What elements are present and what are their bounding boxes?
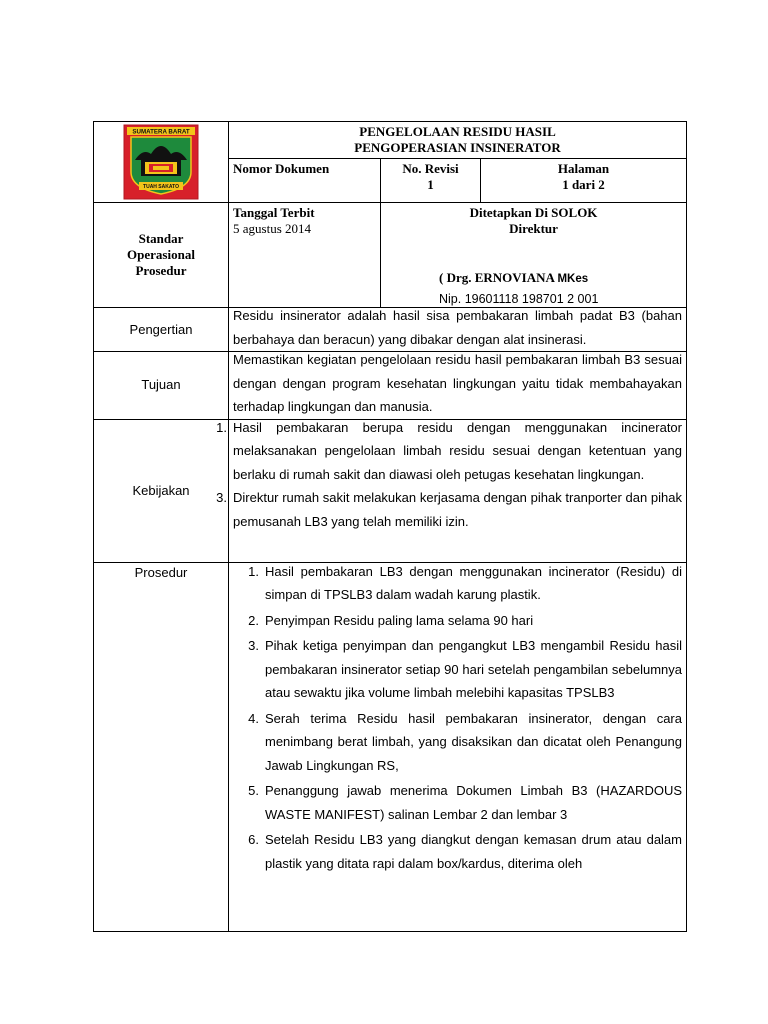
- sop-name-cell: [94, 203, 229, 308]
- emblem-banner-text: SUMATERA BARAT: [132, 128, 190, 136]
- page-cell: [481, 158, 687, 202]
- prosedur-item-text: Hasil pembakaran LB3 dengan menggunakan incinerator (Residu) di simpan di TPSLB3 dalam wadah karung plastik.: [265, 563, 682, 602]
- established-cell: [381, 203, 687, 308]
- director-label: Direktur: [509, 221, 558, 236]
- prosedur-item-text: Penyimpan Residu paling lama selama 90 hari: [265, 612, 534, 628]
- revision-label: No. Revisi: [402, 160, 459, 176]
- pengertian-text: Residu insinerator adalah hasil sisa pembakaran limbah padat B3 (bahan berbahaya dan beracun) yang dibakar dengan alat insinerasi.: [233, 308, 682, 347]
- section-body-tujuan: [229, 352, 687, 420]
- prosedur-item-text: Setelah Residu LB3 yang diangkut dengan kemasan drum atau dalam plastik yang ditata rapi dalam box/kardus, diterima oleh: [265, 832, 682, 871]
- prosedur-item-number: 3.: [248, 638, 259, 653]
- document-title: [229, 122, 687, 159]
- signatory-line: [385, 270, 682, 287]
- section-label-tujuan: Tujuan: [94, 352, 229, 420]
- sop-line-1: Standar: [138, 231, 184, 246]
- signatory-nip: Nip. 19601118 198701 2 001: [439, 292, 599, 306]
- section-body-kebijakan: [216, 419, 687, 562]
- section-label-kebijakan: Kebijakan: [94, 419, 229, 562]
- sop-table: [93, 121, 687, 932]
- doc-number-label: Nomor Dokumen: [233, 160, 330, 176]
- issue-date-cell: [229, 203, 381, 308]
- prosedur-item-number: 1.: [248, 563, 259, 579]
- prosedur-item-number: 4.: [248, 710, 259, 726]
- prosedur-item: [229, 609, 682, 633]
- kebijakan-item-number: 1.: [216, 419, 227, 435]
- issue-date-value: 5 agustus 2014: [233, 221, 311, 236]
- kebijakan-item: [216, 416, 682, 487]
- prosedur-item: [229, 707, 682, 778]
- sop-document: [93, 121, 686, 932]
- revision-cell: [381, 158, 481, 202]
- page-label: Halaman: [557, 160, 610, 176]
- signatory-title: MKes: [557, 273, 589, 285]
- prosedur-item: [229, 562, 682, 607]
- issue-date-label: Tanggal Terbit: [233, 205, 315, 220]
- prosedur-item-number: 6.: [248, 832, 259, 847]
- section-label-pengertian: Pengertian: [94, 308, 229, 352]
- page-value: 1 dari 2: [562, 176, 605, 192]
- kebijakan-item-text: Direktur rumah sakit melakukan kerjasama dengan pihak tranporter dan pihak pemusanah LB3 yang telah memiliki izin.: [233, 490, 682, 529]
- emblem-ribbon-text: TUAH SAKATO: [143, 184, 179, 191]
- section-body-pengertian: [229, 308, 687, 352]
- section-label-prosedur: Prosedur: [94, 562, 229, 931]
- prosedur-item-text: Penanggung jawab menerima Dokumen Limbah B3 (HAZARDOUS WASTE MANIFEST) salinan Lembar 2 dan lembar 3: [265, 783, 682, 822]
- established-label: Ditetapkan Di SOLOK: [469, 205, 598, 220]
- prosedur-item-number: 5.: [248, 783, 259, 798]
- section-body-prosedur: [229, 562, 687, 931]
- sop-line-2: Operasional: [127, 247, 195, 262]
- signatory-name: ( Drg. ERNOVIANA: [439, 270, 555, 285]
- doc-number-cell: [229, 158, 381, 202]
- prosedur-item: [229, 634, 682, 705]
- kebijakan-item: [216, 486, 682, 533]
- revision-value: 1: [427, 176, 434, 192]
- kebijakan-item-number: 3.: [216, 490, 227, 505]
- prosedur-item-text: Serah terima Residu hasil pembakaran insinerator, dengan cara menimbang berat limbah, yang disaksikan dan dicatat oleh Penangung Jawab Lingkungan RS,: [265, 710, 682, 773]
- prosedur-item-number: 2.: [248, 612, 259, 628]
- tujuan-text: Memastikan kegiatan pengelolaan residu hasil pembakaran limbah B3 sesuai dengan dengan program kesehatan lingkungan yaitu tidak membahayakan terhadap lingkungan dan manusia.: [233, 352, 682, 414]
- title-line-2: PENGOPERASIAN INSINERATOR: [354, 140, 561, 155]
- prosedur-item: [229, 779, 682, 826]
- kebijakan-item-text: Hasil pembakaran berupa residu dengan menggunakan incinerator melaksanakan pengelolaan limbah residu sesuai dengan ketentuan yang berlaku di rumah sakit dan diawasi oleh petugas kesehatan lingkungan.: [233, 419, 682, 482]
- sumatera-barat-emblem-icon: [123, 124, 199, 200]
- prosedur-item-text: Pihak ketiga penyimpan dan pengangkut LB3 mengambil Residu hasil pembakaran insinerator setiap 90 hari setelah pengambilan sebelumnya atau sewaktu jika volume limbah melebihi kapasitas TPSLB3: [265, 638, 682, 700]
- title-line-1: PENGELOLAAN RESIDU HASIL: [359, 124, 556, 139]
- logo-cell: [94, 122, 229, 203]
- sop-line-3: Prosedur: [135, 263, 187, 278]
- prosedur-item: [229, 828, 682, 875]
